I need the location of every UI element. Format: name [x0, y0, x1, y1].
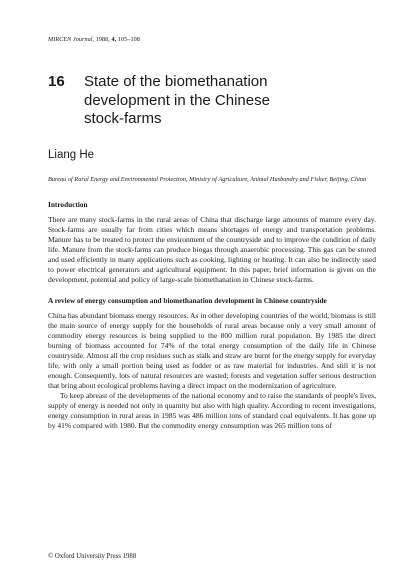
article-title: State of the biomethanation development in the Chinese stock-farms	[84, 73, 270, 127]
section-heading-review: A review of energy consumption and biomethanation development in Chinese countryside	[48, 295, 327, 305]
article-number: 16	[48, 73, 65, 90]
article-page	[48, 36, 376, 431]
section-heading-introduction: Introduction	[48, 199, 88, 209]
journal-name: MIRCEN Journal,	[48, 36, 95, 43]
journal-pages: 105–108	[117, 36, 140, 43]
author-affiliation: Bureau of Rural Energy and Environmental Protection, Ministry of Agriculture, Animal Husbandry and Fisher, Beijing, China	[48, 175, 367, 183]
author-name: Liang He	[48, 148, 95, 161]
review-paragraph-2: To keep abreast of the developments of the national economy and to raise the standards of people's lives, supply of energy is needed not only in quantity but also with high quality. According to recent investigations, energy consumption in rural areas in 1985 was 486 million tons of standard coal equivalents. It has gone up by 41% compared with 1980. But the commodity energy consumption was 265 million tons of	[48, 390, 376, 430]
introduction-paragraph: There are many stock-farms in the rural areas of China that discharge large amounts of manure every day. Stock-farms are usually far from cities which means shortages of energy and transportation problems. Manure has to be treated to protect the environment of the countryside and to improve the condition of daily life. Manure from the stock-farms can produce biogas through anaerobic processing. This gas can be stored and used efficiently in many applications such as cooking, lighting or heating. It can also be indirectly used to power electrical generators and agricultural equipment. In this paper, brief information is given on the development, potential and policy of large-scale biomethanation in Chinese stock-farms.	[48, 215, 376, 284]
title-block	[48, 74, 376, 129]
review-paragraph-1: China has abundant biomass energy resources. As in other developing countries of the world, biomass is still the main source of energy supply for the households of rural areas because only a very small amount of commodity energy resources is being supplied to the 800 million rural population. By 1985 the direct burning of biomass accounted for 74% of the total energy consumption of the daily life in Chinese countryside. Almost all the crop residues such as stalk and straw are burnt for the energy supply for everyday life, with only a small portion being used as fodder or as raw material for industries. And still it is not enough. Consequently, lots of natural resources are wasted; forests and vegetation suffer serious destruction that bring about ecological problems having a direct impact on the modernization of agriculture.	[48, 311, 376, 390]
copyright-notice: © Oxford University Press 1988	[48, 553, 137, 560]
journal-volume: 4,	[111, 36, 117, 43]
section-spacer	[48, 285, 376, 296]
journal-reference	[48, 36, 376, 43]
journal-year: 1988,	[95, 36, 110, 43]
